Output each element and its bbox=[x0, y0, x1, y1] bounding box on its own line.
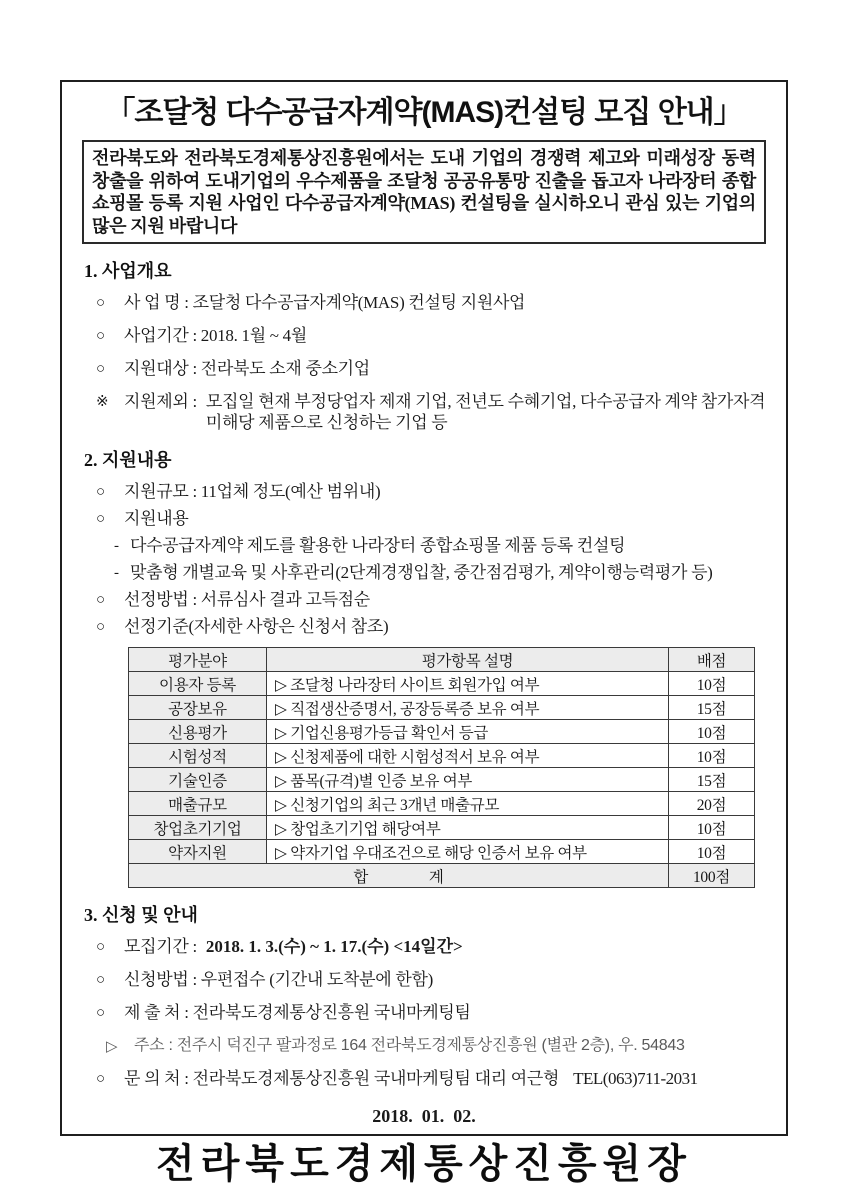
cell-area: 이용자 등록 bbox=[129, 672, 267, 696]
list-item-text: 사업기간 : 2018. 1월 ~ 4월 bbox=[124, 326, 307, 345]
intro-box bbox=[82, 140, 766, 244]
circle-bullet-icon: ○ bbox=[96, 592, 105, 608]
triangle-bullet-icon: ▷ bbox=[106, 1038, 118, 1055]
total-label: 합 계 bbox=[129, 864, 669, 888]
circle-bullet-icon: ○ bbox=[96, 1005, 105, 1021]
circle-bullet-icon: ○ bbox=[96, 619, 105, 635]
list-item bbox=[96, 481, 768, 503]
list-item bbox=[96, 508, 768, 530]
contact-text: 문 의 처 : 전라북도경제통상진흥원 국내마케팅팀 대리 여근형 bbox=[124, 1069, 560, 1088]
cell-description: ▷ 약자기업 우대조건으로 해당 인증서 보유 여부 bbox=[267, 840, 669, 864]
page-title: 「조달청 다수공급자계약(MAS)컨설팅 모집 안내」 bbox=[105, 96, 743, 129]
document-date: 2018. 01. 02. bbox=[372, 1106, 476, 1126]
cell-score: 15점 bbox=[669, 696, 755, 720]
cell-description: ▷ 품목(규격)별 인증 보유 여부 bbox=[267, 768, 669, 792]
list-item-text: 지원대상 : 전라북도 소재 중소기업 bbox=[124, 359, 370, 378]
list-subitem bbox=[114, 562, 768, 584]
cell-area: 약자지원 bbox=[129, 840, 267, 864]
list-item-recruitment-period bbox=[96, 936, 768, 958]
section3-heading: 3. 신청 및 안내 bbox=[84, 905, 198, 925]
list-item-text: 제 출 처 : 전라북도경제통상진흥원 국내마케팅팀 bbox=[124, 1003, 471, 1022]
table-row bbox=[129, 696, 755, 720]
section-business-overview bbox=[80, 257, 768, 433]
list-item-text: 신청방법 : 우편접수 (기간내 도착분에 한함) bbox=[124, 970, 433, 989]
cell-score: 10점 bbox=[669, 744, 755, 768]
table-total-row bbox=[129, 864, 755, 888]
circle-bullet-icon: ○ bbox=[96, 1071, 105, 1087]
circle-bullet-icon: ○ bbox=[96, 511, 105, 527]
cell-score: 10점 bbox=[669, 672, 755, 696]
list-item bbox=[96, 325, 768, 347]
cell-score: 15점 bbox=[669, 768, 755, 792]
circle-bullet-icon: ○ bbox=[96, 361, 105, 377]
cell-area: 창업초기기업 bbox=[129, 816, 267, 840]
list-item bbox=[96, 969, 768, 991]
total-score: 100점 bbox=[669, 864, 755, 888]
list-item-label: 지원제외 : bbox=[124, 392, 197, 411]
cell-description: ▷ 직접생산증명서, 공장등록증 보유 여부 bbox=[267, 696, 669, 720]
document-border bbox=[60, 80, 788, 1186]
issuer-signature: 전라북도경제통상진흥원장 bbox=[156, 1141, 692, 1186]
circle-bullet-icon: ○ bbox=[96, 328, 105, 344]
list-item bbox=[96, 358, 768, 380]
table-row bbox=[129, 816, 755, 840]
list-item-text: 지원내용 bbox=[124, 509, 189, 528]
circle-bullet-icon: ○ bbox=[96, 484, 105, 500]
intro-text: 전라북도와 전라북도경제통상진흥원에서는 도내 기업의 경쟁력 제고와 미래성장 동력 창출을 위하여 도내기업의 우수제품을 조달청 공공유통망 진출을 돕고자 나라장터 종합쇼핑몰 등록 지원 사업인 다수공급자계약(MAS) 컨설팅을 실시하오니 관심 있는 기업의 많은 지원 바랍니다 bbox=[92, 148, 756, 236]
dash-bullet-icon: - bbox=[114, 538, 119, 554]
list-item bbox=[96, 589, 768, 611]
dash-bullet-icon: - bbox=[114, 565, 119, 581]
cell-score: 20점 bbox=[669, 792, 755, 816]
list-item-label: 모집기간 : bbox=[124, 937, 197, 956]
address-text: 주소 : 전주시 덕진구 팔과정로 164 전라북도경제통상진흥원 (별관 2층), 우. 54843 bbox=[134, 1037, 685, 1054]
cell-area: 신용평가 bbox=[129, 720, 267, 744]
cell-description: ▷ 조달청 나라장터 사이트 회원가입 여부 bbox=[267, 672, 669, 696]
list-item bbox=[96, 1002, 768, 1024]
cell-description: ▷ 신청제품에 대한 시험성적서 보유 여부 bbox=[267, 744, 669, 768]
reference-mark-icon: ※ bbox=[96, 394, 109, 410]
cell-description: ▷ 신청기업의 최근 3개년 매출규모 bbox=[267, 792, 669, 816]
section2-heading: 2. 지원내용 bbox=[84, 450, 172, 470]
list-item bbox=[96, 292, 768, 314]
list-item-text: 선정기준(자세한 사항은 신청서 참조) bbox=[124, 617, 389, 636]
circle-bullet-icon: ○ bbox=[96, 972, 105, 988]
cell-area: 시험성적 bbox=[129, 744, 267, 768]
list-item-text: 모집일 현재 부정당업자 제재 기업, 전년도 수혜기업, 다수공급자 계약 참가자격 미해당 제품으로 신청하는 기업 등 bbox=[205, 392, 766, 432]
circle-bullet-icon: ○ bbox=[96, 295, 105, 311]
table-row bbox=[129, 792, 755, 816]
column-header-score: 배점 bbox=[669, 648, 755, 672]
evaluation-criteria-table bbox=[128, 647, 755, 888]
section1-heading: 1. 사업개요 bbox=[84, 261, 172, 281]
cell-area: 매출규모 bbox=[129, 792, 267, 816]
list-item-text: 다수공급자계약 제도를 활용한 나라장터 종합쇼핑몰 제품 등록 컨설팅 bbox=[130, 536, 626, 555]
cell-score: 10점 bbox=[669, 816, 755, 840]
list-item-exclusion-note bbox=[96, 391, 768, 433]
table-row bbox=[129, 744, 755, 768]
list-item-text: 사 업 명 : 조달청 다수공급자계약(MAS) 컨설팅 지원사업 bbox=[124, 293, 526, 312]
cell-score: 10점 bbox=[669, 720, 755, 744]
table-row bbox=[129, 672, 755, 696]
list-item bbox=[96, 616, 768, 638]
table-header-row bbox=[129, 648, 755, 672]
list-item-text: 선정방법 : 서류심사 결과 고득점순 bbox=[124, 590, 370, 609]
section-support-content bbox=[80, 446, 768, 888]
table-row bbox=[129, 720, 755, 744]
list-item-contact bbox=[96, 1068, 768, 1090]
column-header-area: 평가분야 bbox=[129, 648, 267, 672]
list-item-text: 맞춤형 개별교육 및 사후관리(2단계경쟁입찰, 중간점검평가, 계약이행능력평가 등) bbox=[130, 563, 713, 582]
cell-description: ▷ 기업신용평가등급 확인서 등급 bbox=[267, 720, 669, 744]
table-row bbox=[129, 840, 755, 864]
phone-number: TEL(063)711-2031 bbox=[573, 1069, 698, 1088]
list-item-text: 지원규모 : 11업체 정도(예산 범위내) bbox=[124, 482, 381, 501]
table-row bbox=[129, 768, 755, 792]
cell-area: 공장보유 bbox=[129, 696, 267, 720]
recruitment-period-value: 2018. 1. 3.(수) ~ 1. 17.(수) <14일간> bbox=[205, 937, 463, 956]
cell-description: ▷ 창업초기기업 해당여부 bbox=[267, 816, 669, 840]
list-subitem bbox=[114, 535, 768, 557]
cell-score: 10점 bbox=[669, 840, 755, 864]
column-header-description: 평가항목 설명 bbox=[267, 648, 669, 672]
section-application-info bbox=[80, 901, 768, 1090]
address-line bbox=[106, 1035, 768, 1057]
cell-area: 기술인증 bbox=[129, 768, 267, 792]
circle-bullet-icon: ○ bbox=[96, 939, 105, 955]
